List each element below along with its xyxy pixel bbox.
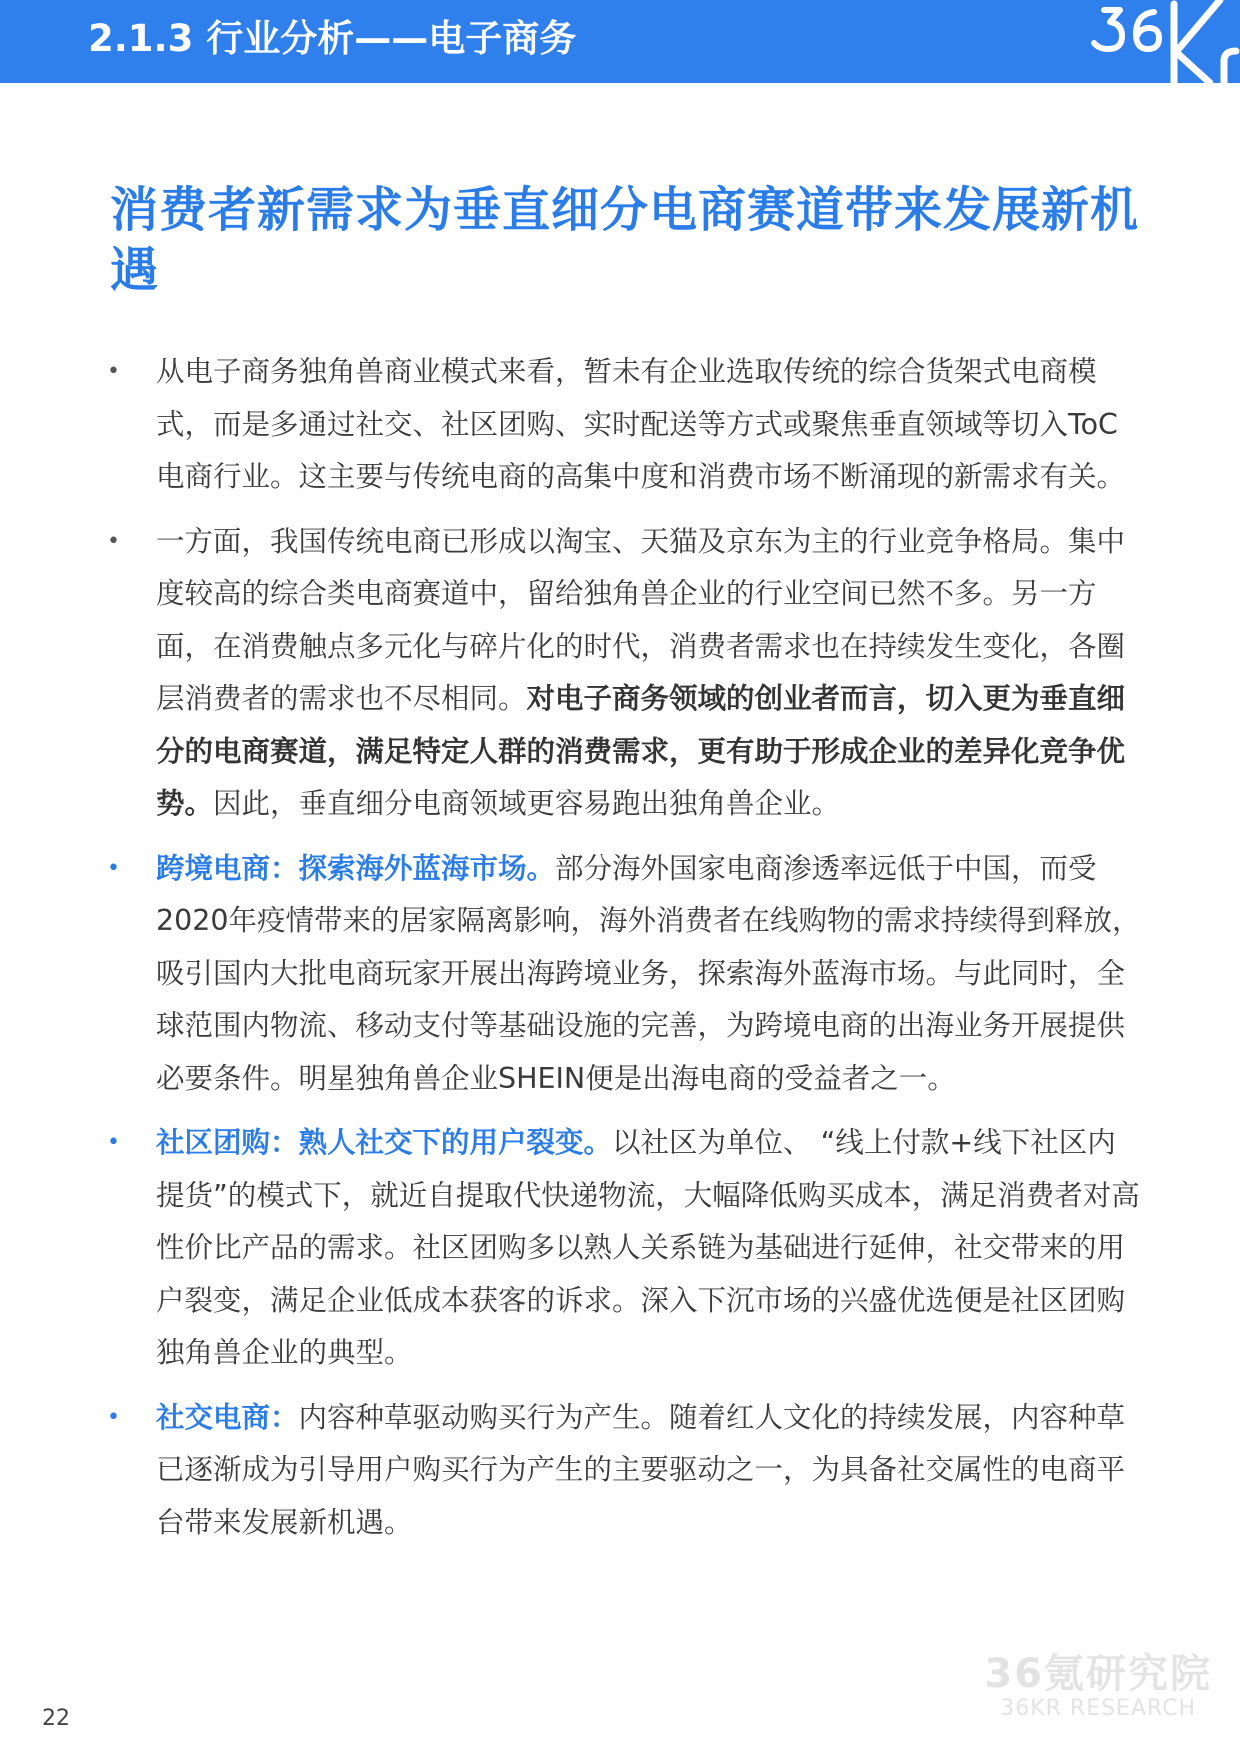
- list-item: [104, 1117, 1144, 1380]
- bullet-text: 以社区为单位、 “线上付款+线下社区内提货”的模式下，就近自提取代快递物流，大幅降低购买成本，满足消费者对高性价比产品的需求。社区团购多以熟人关系链为基础进行延伸，社交带来的用户裂变，满足企业低成本获客的诉求。深入下沉市场的兴盛优选便是社区团购独角兽企业的典型。: [156, 1126, 1140, 1369]
- bullet-list: [104, 346, 1144, 1561]
- bullet-dot-icon: •: [107, 1404, 120, 1430]
- bullet-lead-social-ecommerce: 社交电商：: [156, 1400, 299, 1434]
- bullet-text: 部分海外国家电商渗透率远低于中国，而受2020年疫情带来的居家隔离影响，海外消费者在线购物的需求持续得到释放，吸引国内大批电商玩家开展出海跨境业务，探索海外蓝海市场。与此同时，全球范围内物流、移动支付等基础设施的完善，为跨境电商的出海业务开展提供必要条件。明星独角兽企业SHEIN便是出海电商的受益者之一。: [156, 851, 1141, 1095]
- bullet-dot-icon: •: [107, 528, 120, 554]
- list-item: [104, 843, 1144, 1106]
- list-item: [104, 1392, 1144, 1550]
- watermark-en: 36KR RESEARCH: [1000, 1696, 1197, 1721]
- bullet-dot-icon: •: [107, 359, 120, 384]
- section-title: 2.1.3 行业分析——电子商务: [88, 17, 577, 60]
- bullet-emphasis-text: 对电子商务领域的创业者而言，切入更为垂直细分的电商赛道，满足特定人群的消费需求，更有助于形成企业的差异化竞争优势。: [156, 682, 1126, 820]
- bullet-text: 从电子商务独角兽商业模式来看，暂未有企业选取传统的综合货架式电商模式，而是多通过社交、社区团购、实时配送等方式或聚焦垂直领域等切入ToC电商行业。这主要与传统电商的高集中度和消费市场不断涌现的新需求有关。: [156, 355, 1126, 493]
- bullet-dot-icon: •: [107, 855, 120, 881]
- page-number: 22: [42, 1706, 70, 1731]
- bullet-dot-icon: •: [107, 1130, 120, 1155]
- list-item: [104, 516, 1144, 831]
- page-heading: 消费者新需求为垂直细分电商赛道带来发展新机遇: [110, 182, 1140, 298]
- bullet-lead-community-group-buying: 社区团购：熟人社交下的用户裂变。: [156, 1126, 613, 1159]
- bullet-text: 一方面，我国传统电商已形成以淘宝、天猫及京东为主的行业竞争格局。集中度较高的综合类电商赛道中，留给独角兽企业的行业空间已然不多。另一方面，在消费触点多元化与碎片化的时代，消费者需求也在持续发生变化，各圈层消费者的需求也不尽相同。: [156, 524, 1126, 715]
- watermark-cn: 36氪研究院: [984, 1651, 1212, 1697]
- bullet-text-continued: 因此，垂直细分电商领域更容易跑出独角兽企业。: [213, 787, 841, 820]
- list-item: [104, 346, 1144, 504]
- bullet-text: 内容种草驱动购买行为产生。随着红人文化的持续发展，内容种草已逐渐成为引导用户购买行为产生的主要驱动之一，为具备社交属性的电商平台带来发展新机遇。: [156, 1400, 1126, 1539]
- brand-logo: [1070, 0, 1240, 83]
- bullet-lead-cross-border: 跨境电商：探索海外蓝海市场。: [156, 851, 556, 885]
- watermark: [984, 1652, 1212, 1722]
- header-bar: [0, 0, 1240, 83]
